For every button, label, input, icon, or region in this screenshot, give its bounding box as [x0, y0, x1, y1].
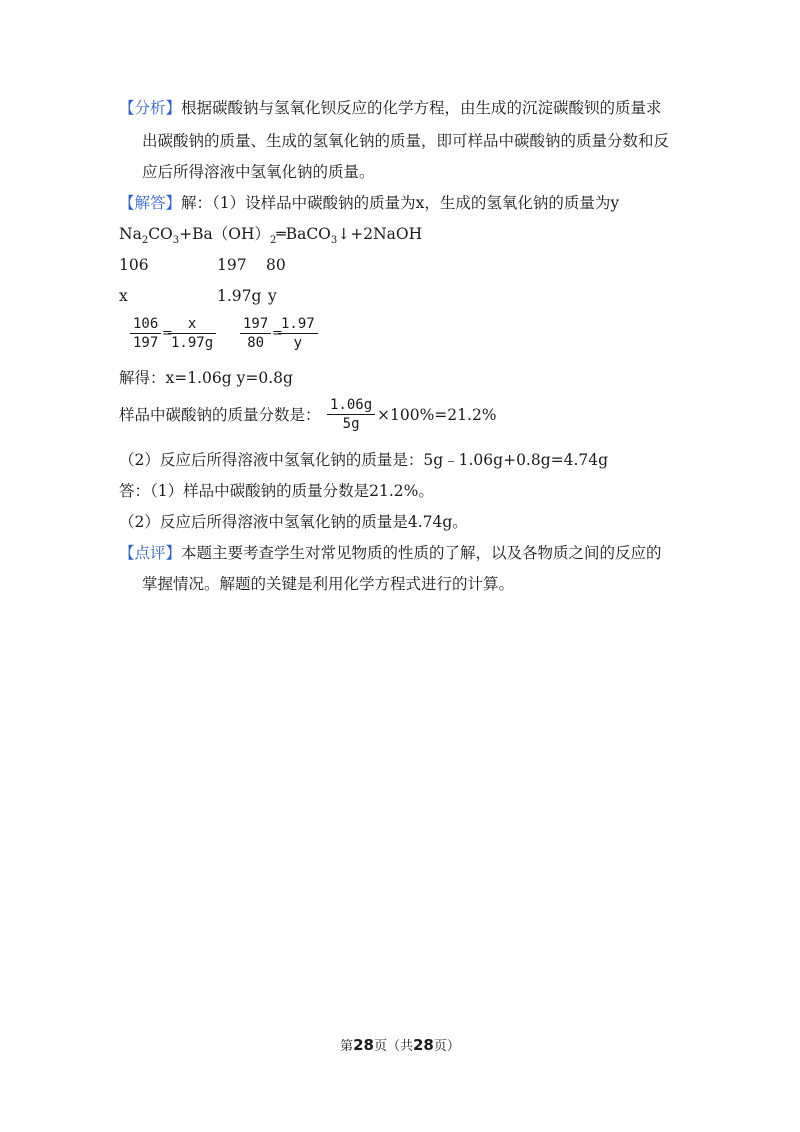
fraction-x-1.97g: [168, 315, 216, 352]
ratio-row-1-a: 106: [119, 256, 149, 274]
eq-co: CO: [148, 225, 173, 243]
fraction-numerator: x: [168, 315, 216, 334]
part-2-calculation: （2）反应后所得溶液中氢氧化钠的质量是：5g﹣1.06g+0.8g=4.74g: [119, 451, 609, 469]
fraction-1.06g-5g: [327, 396, 375, 433]
page-number: 28: [353, 1036, 374, 1054]
ratio-row-2-b: 1.97g: [217, 287, 262, 305]
comment-text-1: 本题主要考查学生对常见物质的性质的了解，以及各物质之间的反应的: [181, 544, 662, 562]
fraction-denominator: 1.97g: [171, 335, 214, 351]
eq-ba: +Ba（OH）: [179, 225, 270, 243]
eq-sub: 2: [141, 235, 149, 247]
solve-result: 解得：x=1.06g y=0.8g: [119, 369, 293, 387]
analysis-tag: 【分析】: [119, 99, 182, 117]
analysis-line-1: [119, 98, 662, 118]
ratio-row-2-c: y: [268, 287, 277, 305]
fraction-106-197: [130, 315, 161, 352]
ratio-row-2-a: x: [119, 287, 128, 305]
equals-sign: =: [272, 326, 283, 341]
eq-baco: ═BaCO: [276, 225, 331, 243]
fraction-denominator: 80: [247, 335, 265, 351]
eq-sub: 3: [172, 235, 180, 247]
footer-middle: 页（共: [373, 1039, 413, 1054]
equals-sign: =: [162, 326, 173, 341]
comment-line-2: 掌握情况。解题的关键是利用化学方程式进行的计算。: [142, 575, 515, 593]
fraction-numerator: 197: [240, 315, 271, 334]
analysis-line-3: 应后所得溶液中氢氧化钠的质量。: [142, 163, 375, 181]
solution-tag: 【解答】: [119, 194, 182, 212]
eq-sub: 3: [330, 235, 338, 247]
footer-prefix: 第: [340, 1039, 354, 1054]
percentage-result: ×100%=21.2%: [377, 406, 497, 424]
footer-suffix: 页）: [433, 1039, 460, 1054]
fraction-numerator: 1.06g: [327, 396, 375, 415]
comment-tag: 【点评】: [119, 544, 182, 562]
page-footer: [0, 1035, 800, 1054]
ratio-row-1-c: 80: [266, 256, 286, 274]
fraction-denominator: y: [293, 335, 303, 351]
chemical-equation: [119, 224, 422, 251]
fraction-numerator: 1.97: [278, 315, 318, 334]
comment-line-1: [119, 543, 662, 563]
solution-intro: 解：（1）设样品中碳酸钠的质量为x，生成的氢氧化钠的质量为y: [181, 194, 620, 212]
analysis-text-1: 根据碳酸钠与氢氧化钡反应的化学方程，由生成的沉淀碳酸钡的质量求: [181, 99, 662, 117]
fraction-denominator: 197: [133, 335, 159, 351]
percentage-label: 样品中碳酸钠的质量分数是：: [119, 406, 321, 424]
eq-na: Na: [119, 225, 142, 243]
fraction-197-80: [240, 315, 271, 352]
answer-1: 答：（1）样品中碳酸钠的质量分数是21.2%。: [119, 482, 434, 500]
fraction-numerator: 106: [130, 315, 161, 334]
fraction-1.97-y: [278, 315, 318, 352]
eq-naoh: ↓+2NaOH: [337, 225, 423, 243]
solution-intro-line: [119, 193, 619, 213]
ratio-row-1-b: 197: [217, 256, 247, 274]
answer-2: （2）反应后所得溶液中氢氧化钠的质量是4.74g。: [119, 513, 468, 531]
eq-sub: 2: [269, 235, 277, 247]
fraction-denominator: 5g: [342, 416, 360, 432]
analysis-line-2: 出碳酸钠的质量、生成的氢氧化钠的质量，即可样品中碳酸钠的质量分数和反: [142, 132, 670, 150]
page-total: 28: [413, 1036, 434, 1054]
